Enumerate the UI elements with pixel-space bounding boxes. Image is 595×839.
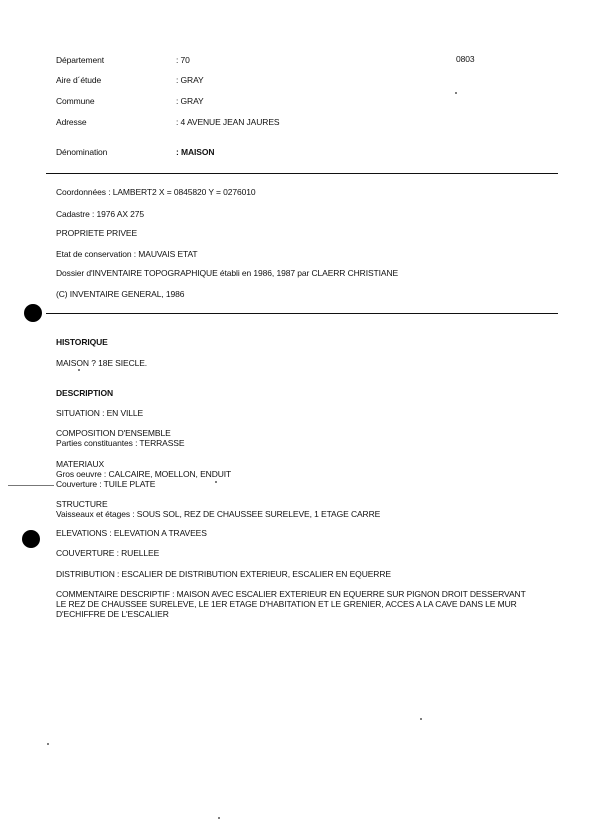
description-heading: DESCRIPTION: [56, 388, 113, 398]
scan-mark-line: [8, 485, 54, 486]
aire-etude-label: Aire d´étude: [56, 75, 102, 85]
cadastre: Cadastre : 1976 AX 275: [56, 209, 145, 219]
composition-title: COMPOSITION D'ENSEMBLE: [56, 428, 171, 438]
aire-etude-value: : GRAY: [176, 75, 204, 85]
reference-number: 0803: [456, 54, 475, 64]
dossier-inventaire: Dossier d'INVENTAIRE TOPOGRAPHIQUE établi en 1986, 1987 par CLAERR CHRISTIANE: [56, 268, 399, 278]
scan-speck: [218, 817, 220, 819]
denomination-label: Dénomination: [56, 147, 108, 157]
punch-hole-top: [24, 304, 42, 322]
scan-speck: [47, 743, 49, 745]
historique-text: MAISON ? 18E SIECLE.: [56, 358, 148, 368]
scan-speck: [215, 481, 217, 483]
gros-oeuvre: Gros oeuvre : CALCAIRE, MOELLON, ENDUIT: [56, 469, 232, 479]
adresse-value: : 4 AVENUE JEAN JAURES: [176, 117, 280, 127]
departement-value: : 70: [176, 55, 190, 65]
copyright: (C) INVENTAIRE GENERAL, 1986: [56, 289, 185, 299]
middle-divider: [46, 313, 558, 314]
historique-heading: HISTORIQUE: [56, 337, 108, 347]
couverture: COUVERTURE : RUELLEE: [56, 548, 160, 558]
punch-hole-bottom: [22, 530, 40, 548]
commune-value: : GRAY: [176, 96, 204, 106]
scan-speck: [78, 369, 80, 371]
top-divider: [46, 173, 558, 174]
departement-label: Département: [56, 55, 105, 65]
situation: SITUATION : EN VILLE: [56, 408, 144, 418]
etat-conservation: Etat de conservation : MAUVAIS ETAT: [56, 249, 198, 259]
couverture-materiau: Couverture : TUILE PLATE: [56, 479, 156, 489]
distribution: DISTRIBUTION : ESCALIER DE DISTRIBUTION EXTERIEUR, ESCALIER EN EQUERRE: [56, 569, 391, 579]
coordonnees: Coordonnées : LAMBERT2 X = 0845820 Y = 0276010: [56, 187, 256, 197]
elevations: ELEVATIONS : ELEVATION A TRAVEES: [56, 528, 207, 538]
structure-title: STRUCTURE: [56, 499, 108, 509]
composition-parts: Parties constituantes : TERRASSE: [56, 438, 185, 448]
commentaire-descriptif: COMMENTAIRE DESCRIPTIF : MAISON AVEC ESCALIER EXTERIEUR EN EQUERRE SUR PIGNON DROIT DESSERVANT LE REZ DE CHAUSSEE SURELEVE, LE 1ER ETAGE D'HABITATION ET LE GRENIER, ACCES A LA CAVE DANS LE MUR D'ECHIFFRE DE L'ESCALIER: [56, 589, 526, 619]
scan-speck: [455, 92, 457, 94]
structure-text: Vaisseaux et étages : SOUS SOL, REZ DE CHAUSSEE SURELEVE, 1 ETAGE CARRE: [56, 509, 381, 519]
commune-label: Commune: [56, 96, 95, 106]
denomination-value: : MAISON: [176, 147, 215, 157]
adresse-label: Adresse: [56, 117, 87, 127]
materiaux-title: MATERIAUX: [56, 459, 105, 469]
propriete: PROPRIETE PRIVEE: [56, 228, 138, 238]
scan-speck: [420, 718, 422, 720]
